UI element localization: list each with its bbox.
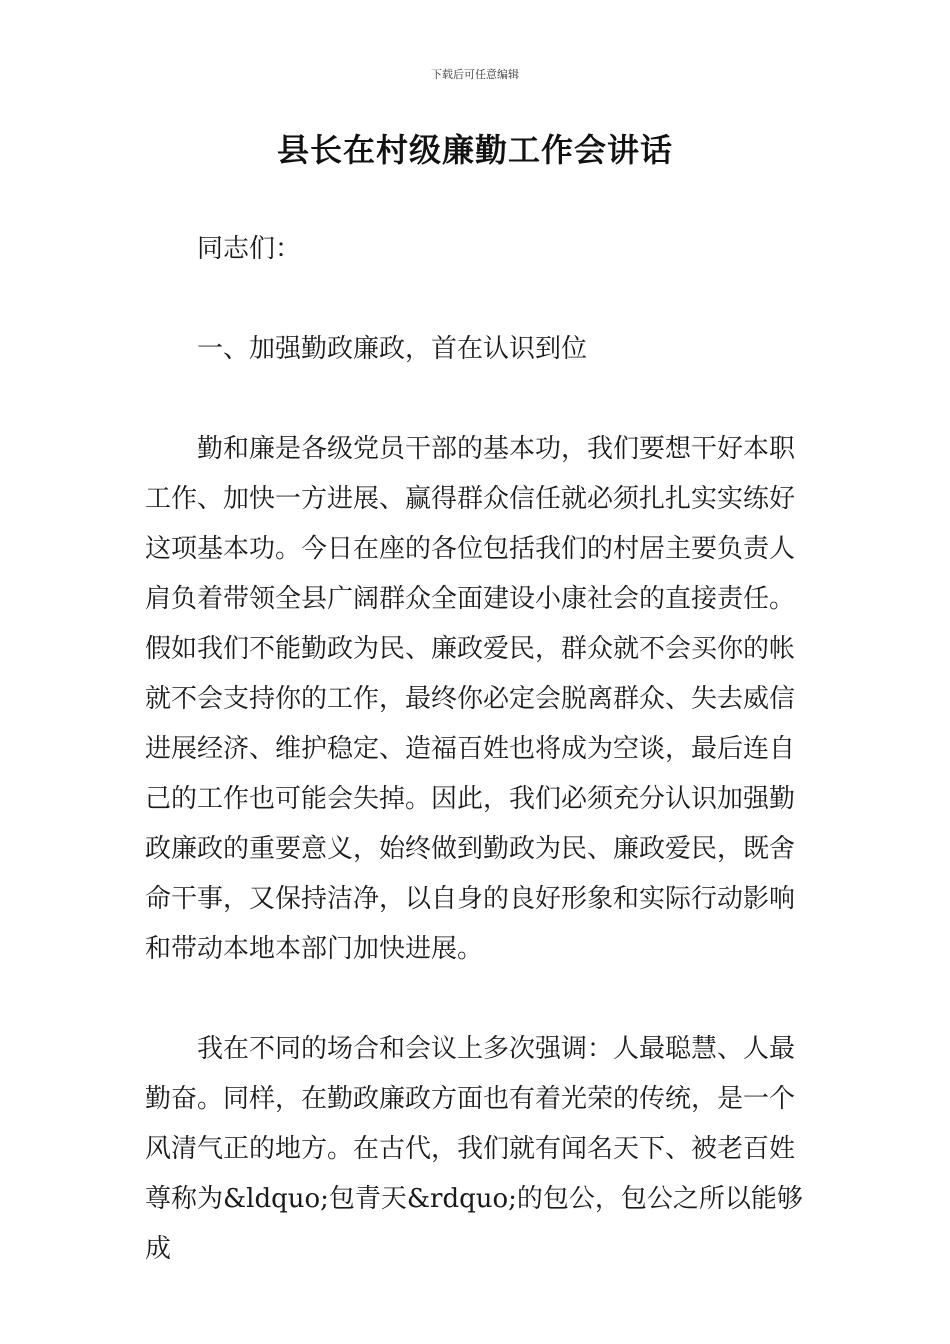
header-note: 下载后可任意编辑 bbox=[431, 68, 519, 81]
salutation: 同志们： bbox=[197, 234, 302, 264]
document-title: 县长在村级廉勤工作会讲话 bbox=[276, 131, 673, 169]
body-paragraph: 勤和廉是各级党员干部的基本功，我们要想干好本职工作、加快一方进展、赢得群众信任就必须扎扎实实练好这项基本功。今日在座的各位包括我们的村居主要负责人肩负着带领全县广阔群众全面建设小康社会的直接责任。假如我们不能勤政为民、廉政爱民，群众就不会买你的帐就不会支持你的工作，最终你必定会脱离群众、失去威信进展经济、维护稳定、造福百姓也将成为空谈，最后连自己的工作也可能会失掉。因此，我们必须充分认识加强勤政廉政的重要意义，始终做到勤政为民、廉政爱民，既舍命干事，又保持洁净，以自身的良好形象和实际行动影响和带动本地本部门加快进展。 bbox=[145, 434, 796, 964]
section-heading: 一、加强勤政廉政，首在认识到位 bbox=[197, 334, 588, 364]
body-paragraph: 我在不同的场合和会议上多次强调：人最聪慧、人最勤奋。同样，在勤政廉政方面也有着光荣的传统，是一个风清气正的地方。在古代，我们就有闻名天下、被老百姓尊称为&ldquo;包青天&rdquo;的包公，包公之所以能够成 bbox=[145, 1034, 803, 1264]
